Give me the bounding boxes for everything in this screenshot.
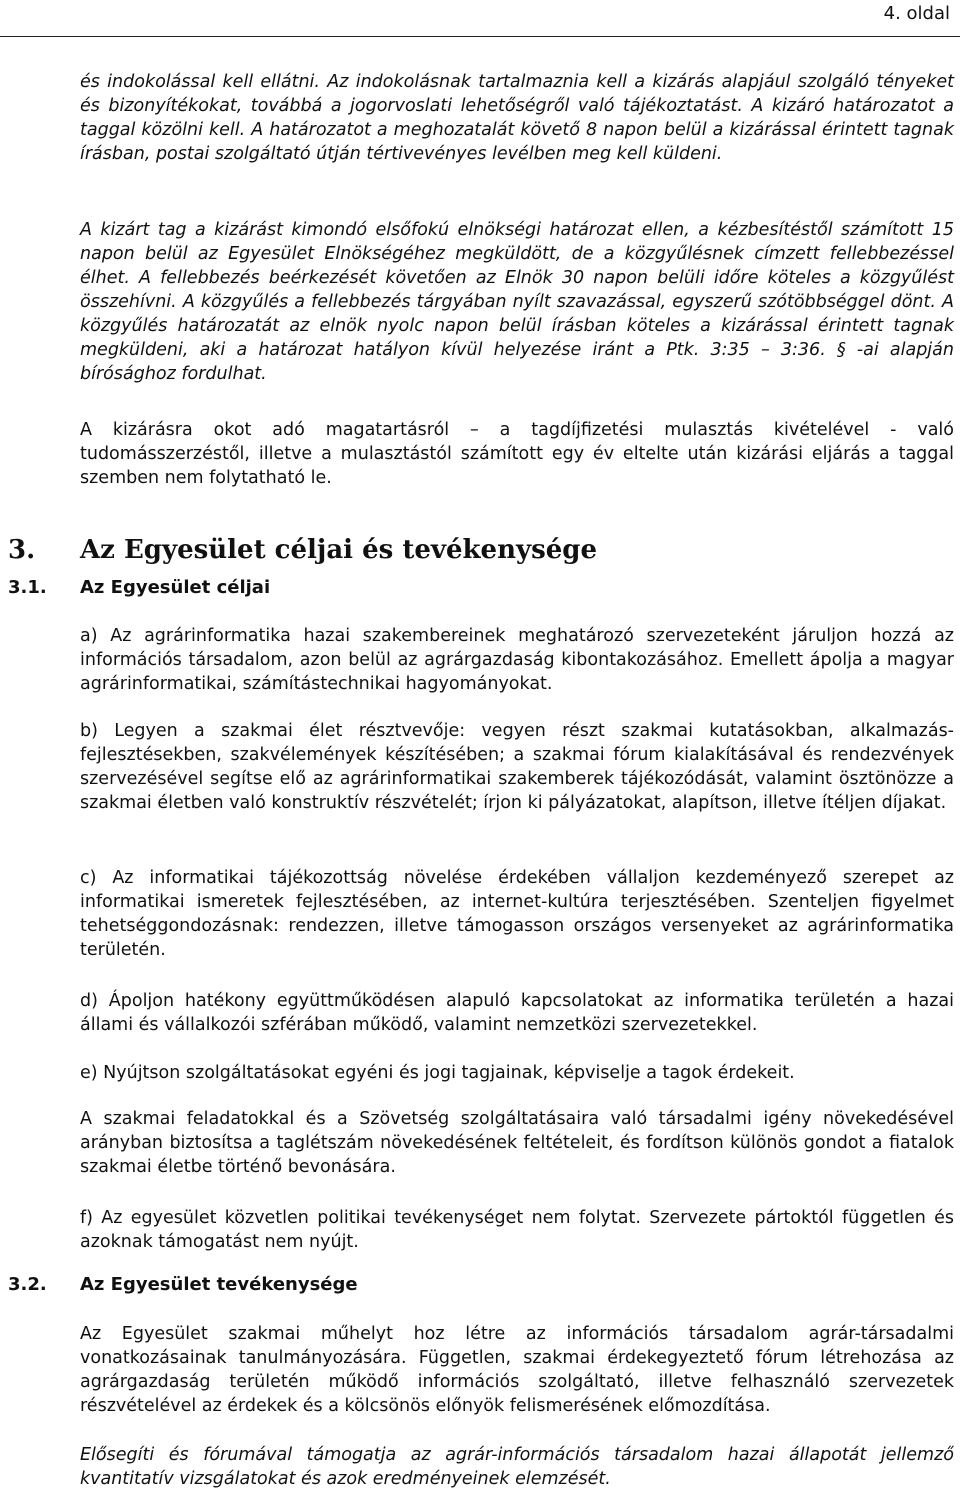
- paragraph-time-limit: A kizárásra okot adó magatartásról – a tagdíjfizetési mulasztás kivételével - való tudomásszerzéstől, illetve a mulasztástól számított egy év eltelte után kizárási eljárás a taggal szemben nem folytatható le.: [80, 420, 954, 488]
- goal-a: [80, 624, 954, 696]
- page-number: 4. oldal: [883, 3, 950, 24]
- section-3-1-heading: [0, 577, 960, 603]
- goal-d: [80, 989, 954, 1037]
- activities-text-2: Elősegíti és fórumával támogatja az agrár-információs társadalom hazai állapotát jellemző kvantitatív vizsgálatokat és azok eredményeinek elemzését.: [80, 1445, 954, 1489]
- goal-membership-paragraph: [80, 1107, 954, 1179]
- paragraph-appeal: A kizárt tag a kizárást kimondó elsőfokú elnökségi határozat ellen, a kézbesítéstől számított 15 napon belül az Egyesület Elnökségéhez megküldött, de a közgyűlésnek címzett fellebbezéssel élhet. A fellebbezés beérkezését követően az Elnök 30 napon belüli időre köteles a közgyűlést összehívni. A közgyűlés a fellebbezés tárgyában nyílt szavazással, egyszerű szótöbbséggel dönt. A közgyűlés határozatát az elnök nyolc napon belül írásban köteles a kizárással érintett tagnak megküldeni, aki a határozat hatályon kívül helyezése iránt a Ptk. 3:35 – 3:36. § -ai alapján bírósághoz fordulhat.: [80, 220, 954, 384]
- goal-c: [80, 866, 954, 962]
- exclusion-paragraph-3: [80, 418, 954, 490]
- section-3-heading: [0, 535, 960, 569]
- goal-b: [80, 719, 954, 815]
- goal-membership-text: A szakmai feladatokkal és a Szövetség szolgáltatásaira való társadalmi igény növekedésével arányban biztosítsa a taglétszám növekedésének feltételeit, és fordítson különös gondot a fiatalok szakmai életbe történő bevonására.: [80, 1109, 954, 1177]
- subsection-number: 3.1.: [8, 577, 47, 598]
- exclusion-paragraph-2: [80, 218, 954, 386]
- section-title: Az Egyesület céljai és tevékenysége: [80, 535, 597, 565]
- goal-a-text: a) Az agrárinformatika hazai szakembereinek meghatározó szervezeteként járuljon hozzá az információs társadalom, azon belül az agrárgazdaság kibontakozásához. Emellett ápolja a magyar agrárinformatikai, számítástechnikai hagyományokat.: [80, 626, 954, 694]
- goal-e-text: e) Nyújtson szolgáltatásokat egyéni és jogi tagjainak, képviselje a tagok érdekeit.: [80, 1063, 795, 1083]
- activities-paragraph-2: [80, 1443, 954, 1491]
- activities-text-1: Az Egyesület szakmai műhelyt hoz létre az információs társadalom agrár-társadalmi vonatkozásainak tanulmányozására. Független, szakmai érdekegyeztető fórum létrehozása az agrárgazdaság területén működő információs szolgáltató, illetve felhasználó szervezetek részvételével az érdekek és a kölcsönös előnyök felismerésének előmozdítása.: [80, 1324, 954, 1416]
- subsection-title: Az Egyesület tevékenysége: [80, 1274, 358, 1295]
- goal-f-text: f) Az egyesület közvetlen politikai tevékenységet nem folytat. Szervezete pártoktól független és azoknak támogatást nem nyújt.: [80, 1208, 954, 1252]
- section-3-2-heading: [0, 1274, 960, 1300]
- subsection-title: Az Egyesület céljai: [80, 577, 271, 598]
- page-header: [0, 0, 960, 38]
- goal-f: [80, 1206, 954, 1254]
- section-number: 3.: [8, 535, 36, 565]
- paragraph-exclusion-justification: és indokolással kell ellátni. Az indokolásnak tartalmaznia kell a kizárás alapjául szolgáló tényeket és bizonyítékokat, továbbá a jogorvoslati lehetőségről való tájékoztatást. A kizáró határozatot a taggal közölni kell. A határozatot a meghozatalát követő 8 napon belül a kizárással érintett tagnak írásban, postai szolgáltató útján tértivevényes levélben meg kell küldeni.: [80, 72, 954, 164]
- goal-d-text: d) Ápoljon hatékony együttműködésen alapuló kapcsolatokat az informatika területén a hazai állami és vállalkozói szférában működő, valamint nemzetközi szervezetekkel.: [80, 991, 954, 1035]
- goal-c-text: c) Az informatikai tájékozottság növelése érdekében vállaljon kezdeményező szerepet az informatikai ismeretek fejlesztésében, az internet-kultúra terjesztésében. Szenteljen figyelmet tehetséggondozásnak: rendezzen, illetve támogasson országos versenyeket az agrárinformatika területén.: [80, 868, 954, 960]
- subsection-number: 3.2.: [8, 1274, 47, 1295]
- goal-b-text: b) Legyen a szakmai élet résztvevője: vegyen részt szakmai kutatásokban, alkalmazás-fejlesztésekben, szakvélemények készítésében; a szakmai fórum kialakításával és rendezvények szervezésével segítse elő az agrárinformatikai szakemberek tájékozódását, valamint ösztönözze a szakmai életben való konstruktív részvételét; írjon ki pályázatokat, alapítson, illetve ítéljen díjakat.: [80, 721, 954, 813]
- exclusion-paragraph-1: [80, 70, 954, 166]
- activities-paragraph-1: [80, 1322, 954, 1418]
- goal-e: [80, 1061, 954, 1085]
- header-rule: [0, 36, 960, 37]
